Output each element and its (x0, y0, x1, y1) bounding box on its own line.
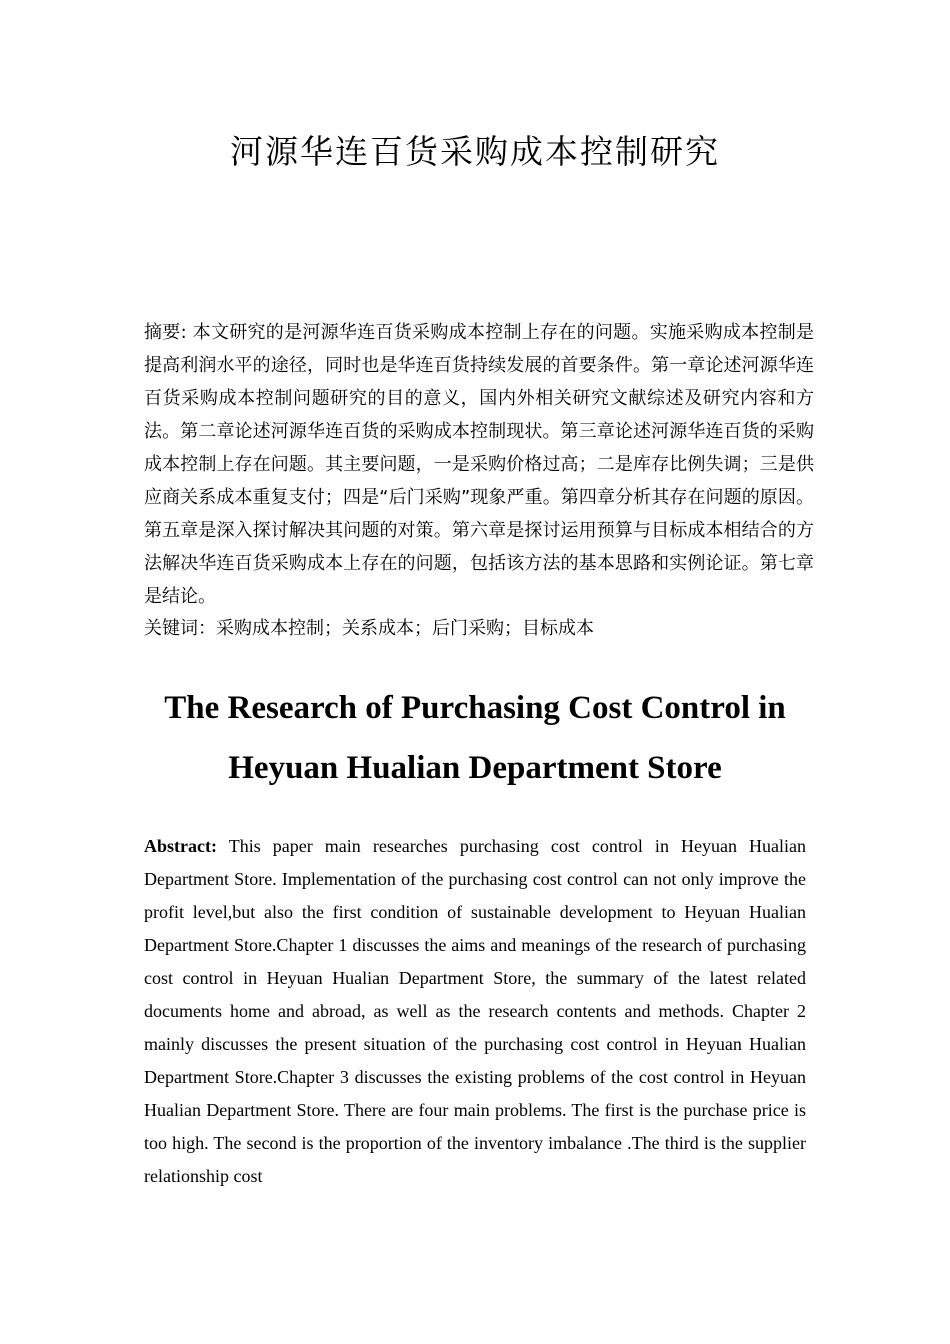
english-abstract (144, 830, 806, 1193)
english-abstract-text: This paper main researches purchasing cost control in Heyuan Hualian Department Store. Implementation of the purchasing cost control can not only improve the profit level,but also the first condition of sustainable development to Heyuan Hualian Department Store.Chapter 1 discusses the aims and meanings of the research of purchasing cost control in Heyuan Hualian Department Store, the summary of the latest related documents home and abroad, as well as the research contents and methods. Chapter 2 mainly discusses the present situation of the purchasing cost control in Heyuan Hualian Department Store.Chapter 3 discusses the existing problems of the cost control in Heyuan Hualian Department Store. There are four main problems. The first is the purchase price is too high. The second is the proportion of the inventory imbalance .The third is the supplier relationship cost (144, 836, 806, 1186)
chinese-keywords-text: 采购成本控制；关系成本；后门采购；目标成本 (216, 618, 594, 639)
chinese-title: 河源华连百货采购成本控制研究 (230, 132, 720, 171)
chinese-abstract-separator: : (180, 322, 193, 343)
english-abstract-label: Abstract: (144, 836, 217, 856)
chinese-abstract-text: 本文研究的是河源华连百货采购成本控制上存在的问题。实施采购成本控制是提高利润水平的途径，同时也是华连百货持续发展的首要条件。第一章论述河源华连百货采购成本控制问题研究的目的意义，国内外相关研究文献综述及研究内容和方法。第二章论述河源华连百货的采购成本控制现状。第三章论述河源华连百货的采购成本控制上存在问题。其主要问题，一是采购价格过高；二是库存比例失调；三是供应商关系成本重复支付；四是“后门采购”现象严重。第四章分析其存在问题的原因。第五章是深入探讨解决其问题的对策。第六章是探讨运用预算与目标成本相结合的方法解决华连百货采购成本上存在的问题，包括该方法的基本思路和实例论证。第七章是结论。 (144, 322, 815, 607)
chinese-keywords-label: 关键词 (144, 618, 198, 639)
chinese-abstract (144, 316, 814, 613)
english-title: The Research of Purchasing Cost Control in Heyuan Hualian Department Store (164, 690, 786, 786)
chinese-keywords (144, 612, 814, 645)
chinese-keywords-separator: ： (198, 618, 216, 639)
chinese-abstract-label: 摘要 (144, 322, 181, 343)
